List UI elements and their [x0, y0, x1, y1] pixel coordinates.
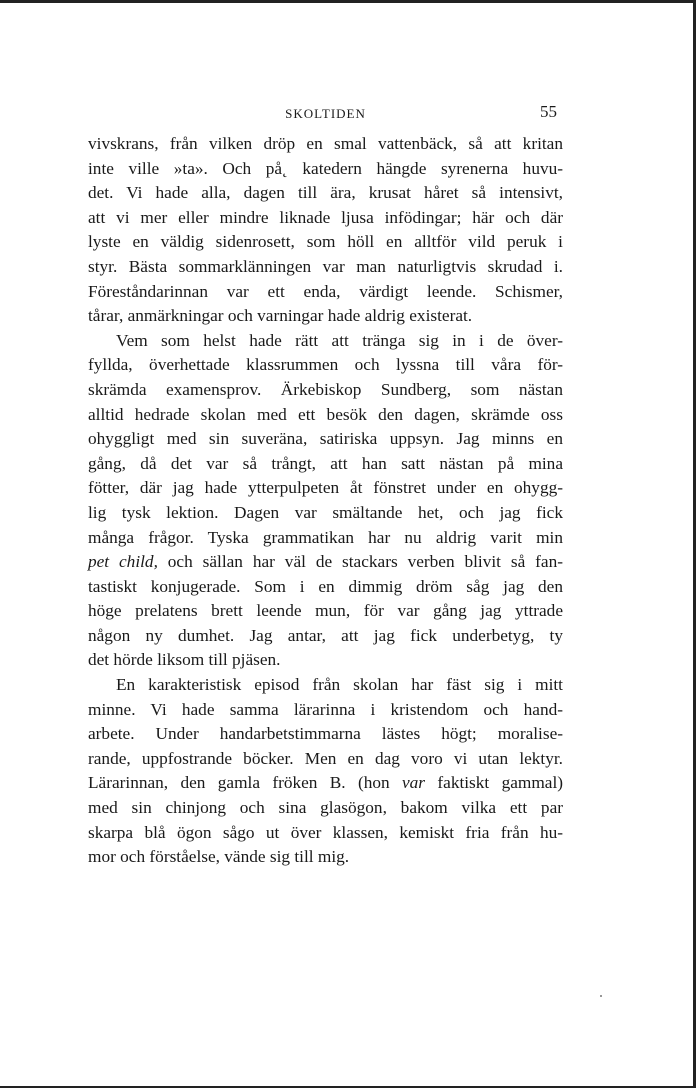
page-number: 55	[540, 102, 557, 121]
text-line: alltid hedrade skolan med ett besök den dagen, skrämde oss	[88, 404, 563, 424]
paragraph-3	[88, 673, 563, 870]
text-fragment: och sällan har väl de stackars verben blivit så fan-	[157, 552, 563, 572]
paragraph-2	[88, 329, 563, 673]
text-line: inte ville »ta». Och på˛ katedern hängde syrenerna huvu-	[88, 158, 563, 178]
text-line: Föreståndarinnan var ett enda, värdigt leende. Schismer,	[88, 281, 563, 301]
running-title: SKOLTIDEN	[285, 106, 366, 121]
paragraph-1	[88, 132, 563, 329]
text-line: det hörde liksom till pjäsen.	[88, 650, 281, 670]
italic-word: var	[402, 773, 426, 793]
italic-phrase: pet child,	[88, 552, 158, 572]
text-line: någon ny dumhet. Jag antar, att jag fick underbetyg, ty	[88, 625, 563, 645]
text-line: minne. Vi hade samma lärarinna i kristendom och hand-	[88, 699, 563, 719]
book-page	[88, 100, 563, 870]
text-line: rande, uppfostrande böcker. Men en dag voro vi utan lektyr.	[88, 748, 563, 768]
text-line: En karakteristisk episod från skolan har fäst sig i mitt	[116, 675, 563, 695]
text-line: styr. Bästa sommarklänningen var man naturligtvis skrudad i.	[88, 256, 563, 276]
text-line: tårar, anmärkningar och varningar hade aldrig existerat.	[88, 306, 473, 326]
text-line: skrämda examensprov. Ärkebiskop Sundberg, som nästan	[88, 379, 563, 399]
text-line: vivskrans, från vilken dröp en smal vattenbäck, så att kritan	[88, 134, 563, 153]
text-line: mor och förståelse, vände sig till mig.	[88, 847, 350, 867]
text-line: Vem som helst hade rätt att tränga sig in i de över-	[116, 330, 563, 350]
text-line: arbete. Under handarbetstimmarna lästes högt; moralise-	[88, 724, 563, 744]
page-edge-top	[0, 0, 696, 3]
running-head	[88, 100, 563, 128]
text-line: många frågor. Tyska grammatikan har nu aldrig varit min	[88, 527, 563, 547]
text-line: med sin chinjong och sina glasögon, bakom vilka ett par	[88, 798, 563, 818]
scan-speck	[600, 995, 602, 997]
text-fragment: Lärarinnan, den gamla fröken B. (hon	[88, 773, 402, 793]
text-line: höge prelatens brett leende mun, för var gång jag yttrade	[88, 601, 563, 621]
text-line: tastiskt konjugerade. Som i en dimmig dröm såg jag den	[88, 576, 563, 596]
text-line: skarpa blå ögon sågo ut över klassen, kemiskt fria från hu-	[88, 822, 563, 842]
text-line: lyste en väldig sidenrosett, som höll en alltför vild peruk i	[88, 232, 563, 252]
text-line: ohyggligt med sin suveräna, satiriska uppsyn. Jag minns en	[88, 429, 563, 449]
text-line-italic	[88, 771, 563, 796]
text-fragment: faktiskt gammal)	[425, 773, 563, 793]
text-line: lig tysk lektion. Dagen var smältande het, och jag fick	[88, 502, 563, 522]
text-line: fyllda, överhettade klassrummen och lyssna till våra för-	[88, 355, 563, 375]
text-line-italic	[88, 550, 563, 575]
text-line: fötter, där jag hade ytterpulpeten åt fönstret under en ohygg-	[88, 478, 563, 498]
text-line: gång, då det var så trångt, att han satt nästan på mina	[88, 453, 563, 473]
body-text	[88, 132, 563, 870]
text-line: det. Vi hade alla, dagen till ära, krusat håret så intensivt,	[88, 183, 563, 203]
text-line: att vi mer eller mindre liknade ljusa infödingar; här och där	[88, 207, 563, 227]
